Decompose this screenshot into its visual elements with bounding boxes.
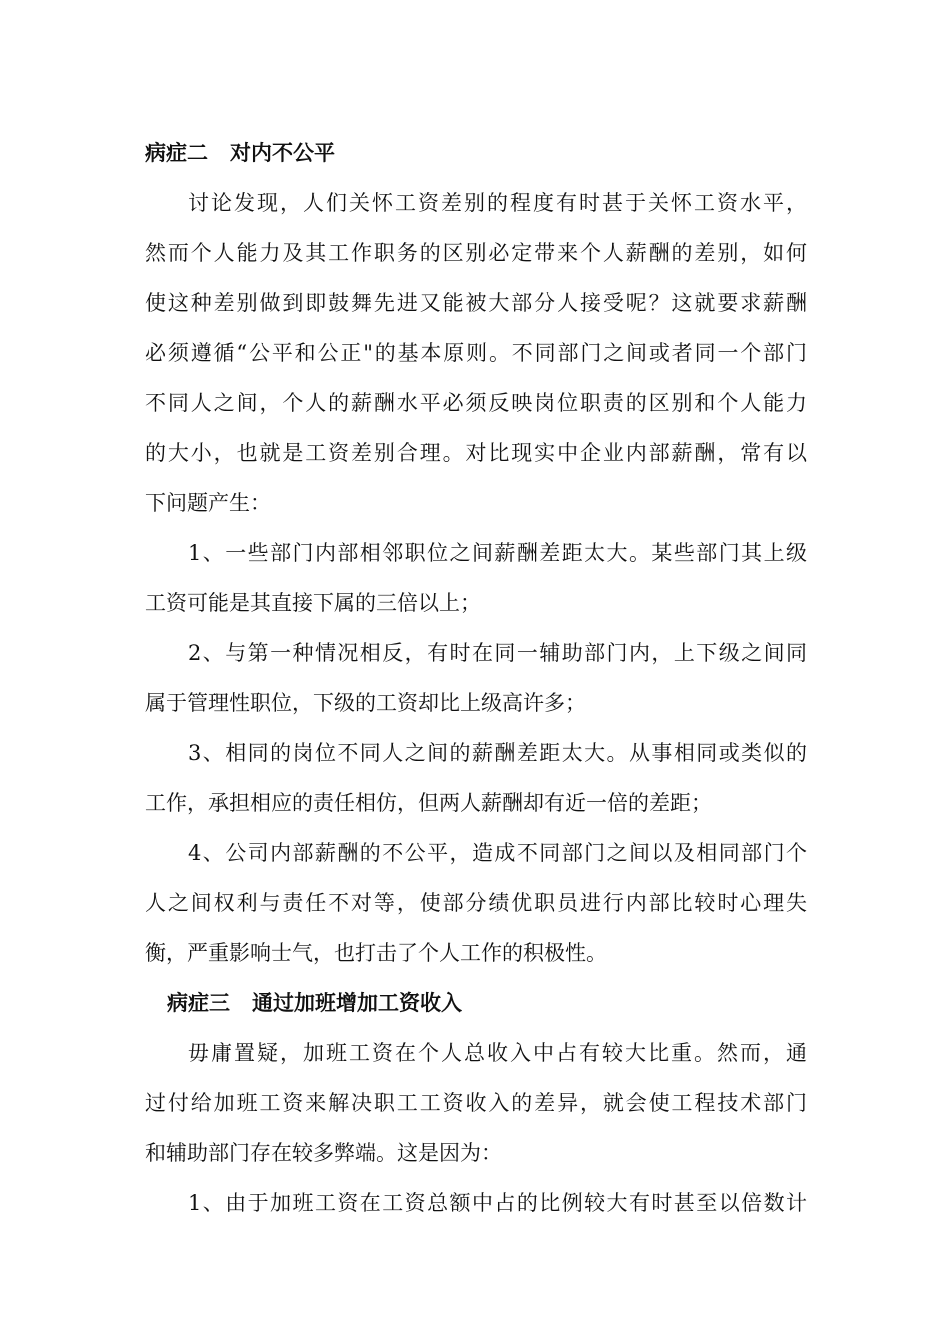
- text-line: 必须遵循“公平和公正"的基本原则。不同部门之间或者同一个部门: [145, 341, 807, 365]
- text-line: 工资可能是其直接下属的三倍以上；: [145, 591, 481, 615]
- text-line: 毋庸置疑，加班工资在个人总收入中占有较大比重。然而，通: [188, 1041, 807, 1065]
- text-line: 讨论发现，人们关怀工资差别的程度有时甚于关怀工资水平，: [188, 191, 807, 215]
- text-line: 的大小，也就是工资差别合理。对比现实中企业内部薪酬，常有以: [145, 441, 807, 465]
- text-line: 工作，承担相应的责任相仿，但两人薪酬却有近一倍的差距；: [145, 791, 712, 815]
- section-number: 病症三: [167, 990, 230, 1015]
- text-line: 1、由于加班工资在工资总额中占的比例较大有时甚至以倍数计: [188, 1191, 807, 1215]
- paragraph: [145, 1178, 807, 1228]
- text-line: 不同人之间，个人的薪酬水平必须反映岗位职责的区别和个人能力: [145, 391, 807, 415]
- section-heading: [145, 978, 807, 1028]
- paragraph: [145, 628, 807, 728]
- paragraph: [145, 728, 807, 828]
- text-line: 属于管理性职位，下级的工资却比上级高许多；: [145, 691, 586, 715]
- paragraph: [145, 178, 807, 528]
- paragraph: [145, 1028, 807, 1178]
- paragraph: [145, 528, 807, 628]
- text-line: 人之间权利与责任不对等，使部分绩优职员进行内部比较时心理失: [145, 891, 807, 915]
- text-line: 2、与第一种情况相反，有时在同一辅助部门内，上下级之间同: [188, 641, 807, 665]
- document-body: [145, 128, 807, 1228]
- paragraph: [145, 828, 807, 978]
- section-heading: [145, 128, 807, 178]
- text-line: 使这种差别做到即鼓舞先进又能被大部分人接受呢？这就要求薪酬: [145, 291, 807, 315]
- text-line: 下问题产生：: [145, 491, 271, 515]
- text-line: 然而个人能力及其工作职务的区别必定带来个人薪酬的差别，如何: [145, 241, 807, 265]
- text-line: 衡，严重影响士气，也打击了个人工作的积极性。: [145, 941, 607, 965]
- text-line: 过付给加班工资来解决职工工资收入的差异，就会使工程技术部门: [145, 1091, 807, 1115]
- text-line: 3、相同的岗位不同人之间的薪酬差距太大。从事相同或类似的: [188, 741, 807, 765]
- text-line: 4、公司内部薪酬的不公平，造成不同部门之间以及相同部门个: [188, 841, 807, 865]
- section-number: 病症二: [145, 140, 208, 165]
- text-line: 1、一些部门内部相邻职位之间薪酬差距太大。某些部门其上级: [188, 541, 807, 565]
- section-title: 对内不公平: [230, 140, 335, 165]
- text-line: 和辅助部门存在较多弊端。这是因为：: [145, 1141, 502, 1165]
- section-title: 通过加班增加工资收入: [252, 990, 462, 1015]
